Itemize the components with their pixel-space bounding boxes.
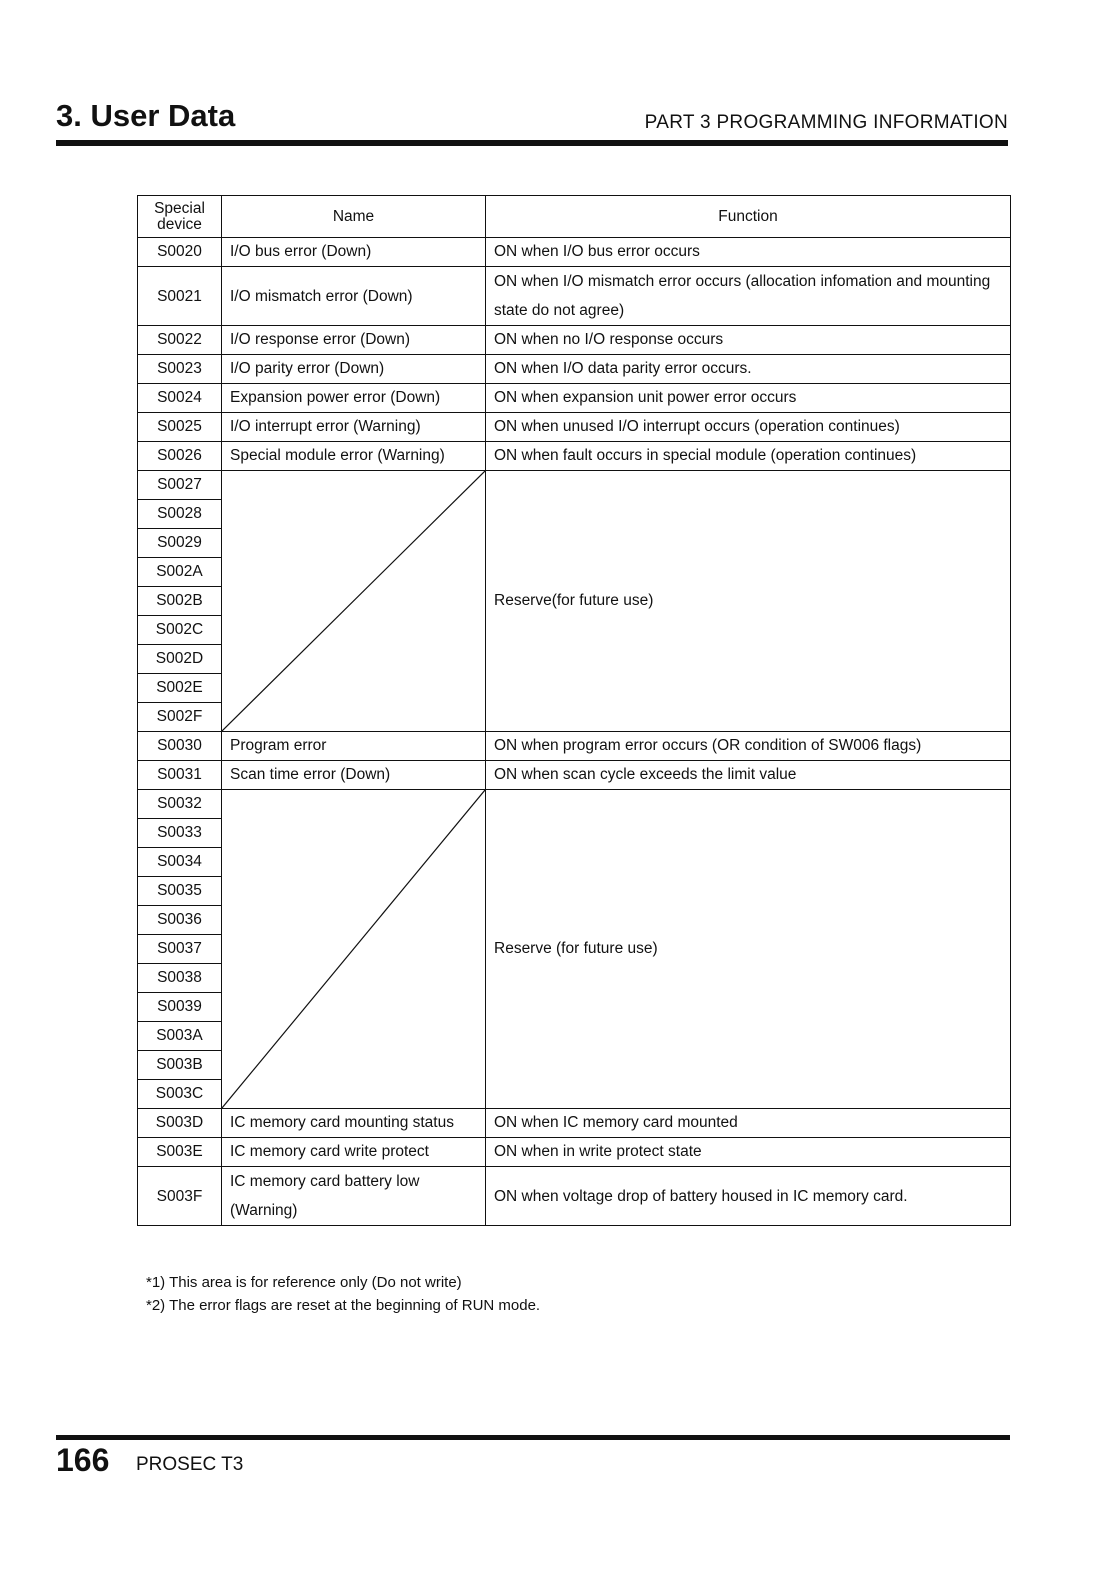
- function-cell: ON when expansion unit power error occurs: [486, 384, 1011, 413]
- footnote-1: *1) This area is for reference only (Do not write): [146, 1274, 462, 1291]
- device-cell: S0036: [138, 906, 222, 935]
- table-row: [138, 384, 1011, 413]
- name-cell: IC memory card battery low (Warning): [222, 1167, 486, 1226]
- device-cell: S003C: [138, 1080, 222, 1109]
- name-cell: Expansion power error (Down): [222, 384, 486, 413]
- name-cell: Program error: [222, 732, 486, 761]
- diagonal-slash: [222, 790, 485, 1108]
- table-row: [138, 238, 1011, 267]
- device-cell: S0029: [138, 529, 222, 558]
- device-cell: S0031: [138, 761, 222, 790]
- header-name: Name: [222, 196, 486, 238]
- product-name: PROSEC T3: [136, 1454, 244, 1475]
- device-cell: S0027: [138, 471, 222, 500]
- table-row: [138, 732, 1011, 761]
- device-cell: S0028: [138, 500, 222, 529]
- reserve-function-cell: Reserve (for future use): [486, 790, 1011, 1109]
- device-cell: S0022: [138, 326, 222, 355]
- device-cell: S0030: [138, 732, 222, 761]
- function-cell: ON when fault occurs in special module (operation continues): [486, 442, 1011, 471]
- device-cell: S0034: [138, 848, 222, 877]
- reserved-name-cell: [222, 471, 486, 732]
- device-cell: S002A: [138, 558, 222, 587]
- reserve-function-cell: Reserve(for future use): [486, 471, 1011, 732]
- device-cell: S002B: [138, 587, 222, 616]
- device-cell: S0039: [138, 993, 222, 1022]
- table-row: [138, 790, 1011, 819]
- table-row: [138, 326, 1011, 355]
- reserved-name-cell: [222, 790, 486, 1109]
- function-cell: ON when no I/O response occurs: [486, 326, 1011, 355]
- table-row: [138, 1109, 1011, 1138]
- table-header-row: [138, 196, 1011, 238]
- device-cell: S0037: [138, 935, 222, 964]
- table-row: [138, 267, 1011, 326]
- name-cell: Scan time error (Down): [222, 761, 486, 790]
- device-cell: S0023: [138, 355, 222, 384]
- diagonal-slash: [222, 471, 485, 731]
- table-row: [138, 761, 1011, 790]
- name-cell: IC memory card write protect: [222, 1138, 486, 1167]
- device-cell: S002C: [138, 616, 222, 645]
- device-cell: S003F: [138, 1167, 222, 1226]
- function-cell: ON when unused I/O interrupt occurs (operation continues): [486, 413, 1011, 442]
- table-row: [138, 1167, 1011, 1226]
- function-cell: ON when I/O data parity error occurs.: [486, 355, 1011, 384]
- device-cell: S0035: [138, 877, 222, 906]
- header-device: Special device: [138, 196, 222, 238]
- name-cell: Special module error (Warning): [222, 442, 486, 471]
- page-number: 166: [56, 1442, 110, 1478]
- device-cell: S003D: [138, 1109, 222, 1138]
- special-device-table: [137, 195, 1011, 1226]
- device-cell: S0025: [138, 413, 222, 442]
- function-cell: ON when program error occurs (OR condition of SW006 flags): [486, 732, 1011, 761]
- table-row: [138, 442, 1011, 471]
- name-cell: IC memory card mounting status: [222, 1109, 486, 1138]
- table-row: [138, 355, 1011, 384]
- name-cell: I/O bus error (Down): [222, 238, 486, 267]
- footer-rule: [56, 1435, 1010, 1440]
- device-cell: S003E: [138, 1138, 222, 1167]
- function-cell: ON when scan cycle exceeds the limit value: [486, 761, 1011, 790]
- footnote-2: *2) The error flags are reset at the beginning of RUN mode.: [146, 1297, 541, 1314]
- device-cell: S003B: [138, 1051, 222, 1080]
- table-row: [138, 471, 1011, 500]
- device-cell: S002E: [138, 674, 222, 703]
- device-cell: S0020: [138, 238, 222, 267]
- header-rule: [56, 140, 1008, 146]
- name-cell: I/O mismatch error (Down): [222, 267, 486, 326]
- function-cell: ON when IC memory card mounted: [486, 1109, 1011, 1138]
- device-cell: S003A: [138, 1022, 222, 1051]
- section-title: 3. User Data: [56, 98, 236, 133]
- header-function: Function: [486, 196, 1011, 238]
- function-cell: ON when I/O mismatch error occurs (allocation infomation and mounting state do not agree): [486, 267, 1011, 326]
- device-cell: S0024: [138, 384, 222, 413]
- device-cell: S0021: [138, 267, 222, 326]
- name-cell: I/O parity error (Down): [222, 355, 486, 384]
- function-cell: ON when voltage drop of battery housed in IC memory card.: [486, 1167, 1011, 1226]
- device-cell: S002D: [138, 645, 222, 674]
- function-cell: ON when I/O bus error occurs: [486, 238, 1011, 267]
- device-cell: S0032: [138, 790, 222, 819]
- footnotes: [146, 1271, 540, 1317]
- name-cell: I/O interrupt error (Warning): [222, 413, 486, 442]
- name-cell: I/O response error (Down): [222, 326, 486, 355]
- part-heading: PART 3 PROGRAMMING INFORMATION: [644, 112, 1008, 133]
- table-row: [138, 413, 1011, 442]
- device-cell: S0033: [138, 819, 222, 848]
- table-row: [138, 1138, 1011, 1167]
- function-cell: ON when in write protect state: [486, 1138, 1011, 1167]
- device-cell: S0026: [138, 442, 222, 471]
- device-cell: S0038: [138, 964, 222, 993]
- device-cell: S002F: [138, 703, 222, 732]
